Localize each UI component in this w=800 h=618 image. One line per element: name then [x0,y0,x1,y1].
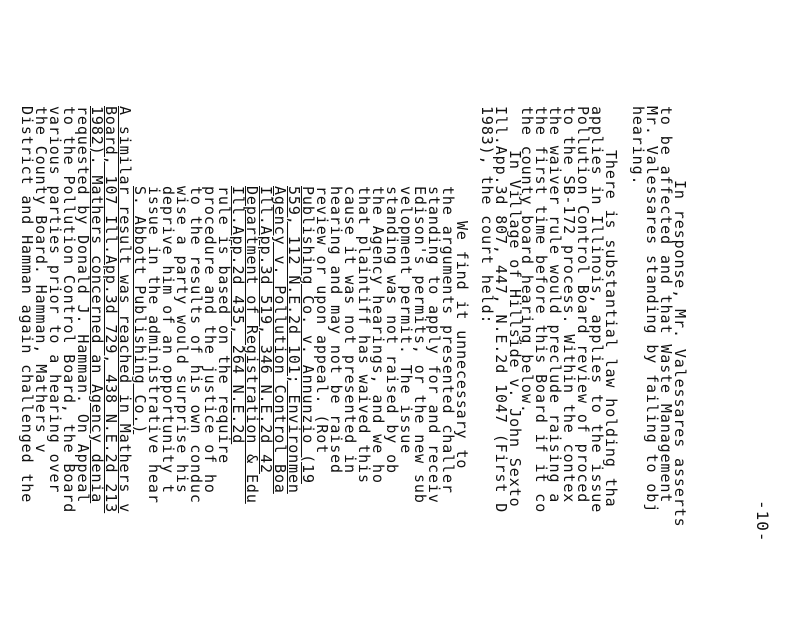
text-line: deprive him of an opportunity t [159,186,177,494]
text-line: to be affected and that Waste Management [657,106,675,504]
text-line: Edison's permits, or the new sub [411,186,429,504]
text-line: Department of Registration & Edu [243,186,261,504]
text-line: 559, 112 N.E.2d 101; Environmen [285,186,303,494]
text-line: hearing and may not be raised [327,186,345,474]
text-line: to the results of his own conduc [187,186,205,504]
text-line: Ill.App.3d 519, 346 N.E.2d 42 [257,186,275,474]
text-line: the arguments presented challer [439,186,457,494]
text-line: the County Board. Hamman, Mathers v [32,106,50,454]
text-line: Publishing Co. v. Annunzio (19 [299,186,317,484]
text-line: 1982). Mathers concerned an Agency denia [88,106,106,504]
text-line: Ill.App.3d 807, 447, N.E.2d 1047 (First D [492,106,510,514]
text-line: to the Pollution Control Board, the Board [60,106,78,514]
text-line: various parties prior to a hearing over [46,106,64,494]
text-line: Ill.App.2d 435, 264 N.E.2d [229,186,247,445]
text-line: Mr. Valessares standing by failing to obj [643,106,661,514]
text-line: In Village of Hillside v. John Sexto [506,150,524,508]
text-line: Board, 107 Ill.App.3d 729, 438 N.E.2d 213 [102,106,120,514]
text-line: cause it was not presented in [341,186,359,474]
text-line: velopment permit. The issue [397,186,415,455]
text-line: review or upon appeal. (Rot [313,186,331,455]
page-number: -10- [753,500,772,543]
text-line: Agency v. Pollution Control Boa [271,186,289,494]
text-line: rule is based on the require [215,186,233,465]
text-line: that plaintiff has waived this [355,186,373,484]
text-line: S. Abbott Publishing Co.) [131,186,149,435]
text-line: the first time before this Board if it co [532,106,550,514]
text-line: 1983), the court held: [478,106,496,325]
text-line: hearing. [629,106,647,186]
text-line: standing was not raised by ob [383,186,401,474]
text-line: wise a party would surprise his [173,186,191,494]
text-line: District and Hamman again challenged the [18,106,36,504]
text-line: the waiver rule would preclude raising a [546,106,564,504]
text-line: In response, Mr. Valessares asserts [671,180,689,528]
text-line: requested by Donald J. Hamman. On Appeal [74,106,92,504]
text-line: standing to apply for and receiv [425,186,443,504]
text-line: We find it unnecessary to [453,221,471,470]
text-line: issue in the administrative hear [145,186,163,504]
text-line: procedure and the justice of ho [201,186,219,494]
text-line: There is substantial law holding tha [602,150,620,508]
text-line: Pollution Control Board review of proced [574,106,592,504]
text-line: the Agency hearings, and we ho [369,186,387,484]
text-line: applies in Illinois, applies to the issue [588,106,606,514]
text-line: A similar result was reached in Mathers v [116,106,134,514]
text-line: to the SB-172 process. Within the contex [560,106,578,504]
text-line: the county board hearing below. [518,106,536,414]
